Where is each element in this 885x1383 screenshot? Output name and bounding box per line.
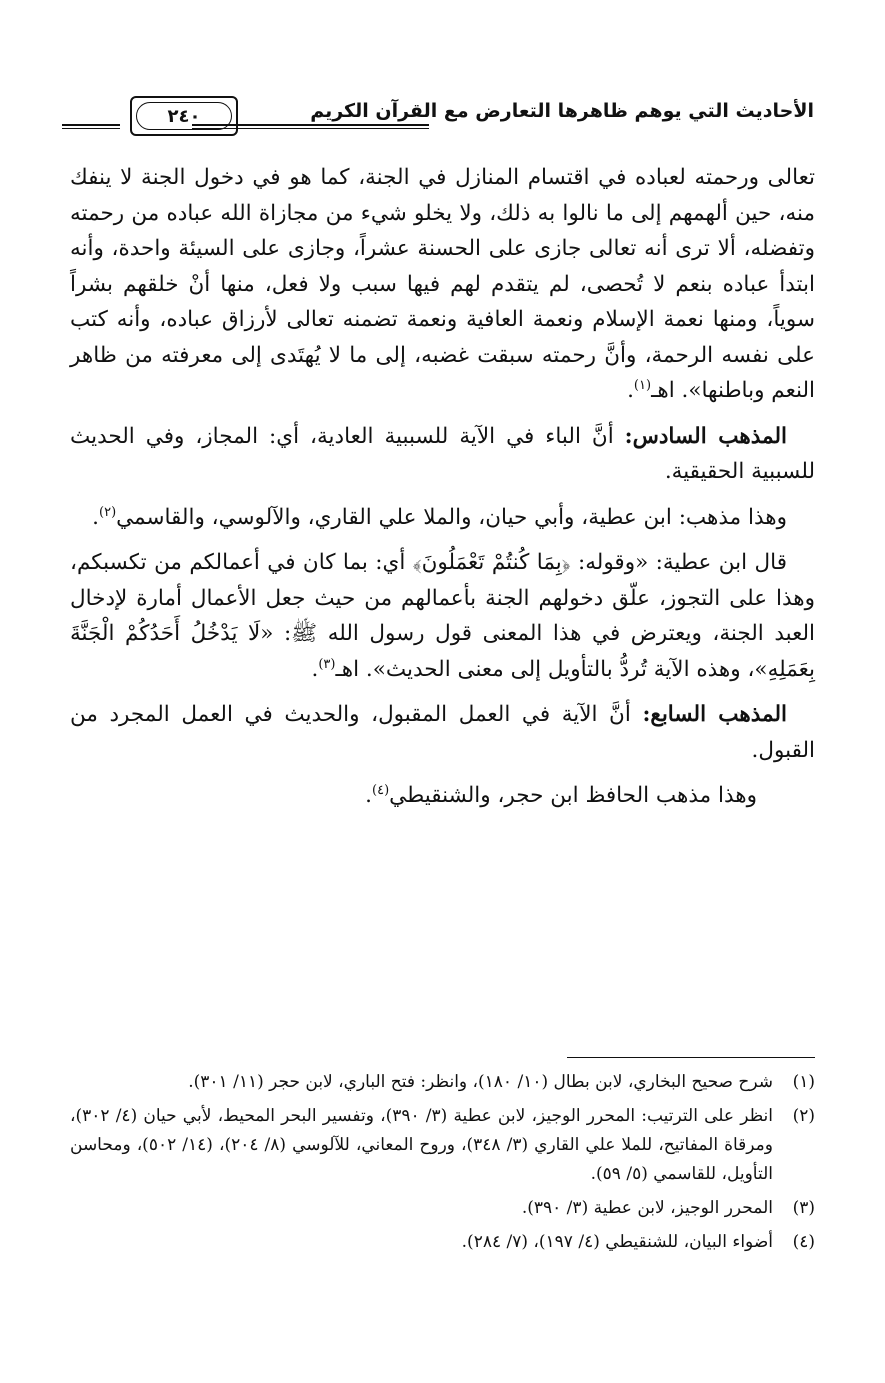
- page-number: ٢٤٠: [136, 102, 232, 130]
- footnote-item: [70, 1102, 815, 1189]
- footnote-item: [70, 1228, 815, 1257]
- footnote-item: [70, 1194, 815, 1223]
- footnote-number: (٤): [792, 1232, 815, 1252]
- footnotes: [70, 1068, 815, 1262]
- book-title: الأحاديث التي يوهم ظاهرها التعارض مع القرآن الكريم: [310, 100, 814, 122]
- footnote-item: [70, 1068, 815, 1097]
- footnote-number: (٣): [792, 1198, 815, 1218]
- footnote-ref[interactable]: (٤): [372, 782, 390, 798]
- section-heading: المذهب السادس:: [624, 423, 787, 449]
- paragraph-text: قال ابن عطية: «وقوله: ﴿بِمَا كُنتُمْ تَعْمَلُونَ﴾ أي: بما كان في أعمالكم من تكسبكم، وهذا على التجوز، علّق دخولهم الجنة بأعمالهم من حيث جعل الأعمال أمارة لإدخال العبد الجنة، ويعترض في هذا المعنى قول رسول الله ﷺ: «لَا يَدْخُلُ أَحَدُكُمْ الْجَنَّةَ بِعَمَلِهِ»، وهذه الآية تُردُّ بالتأويل إلى معنى الحديث». اهـ: [70, 550, 815, 682]
- paragraph-end: .: [311, 656, 319, 682]
- footnote-ref[interactable]: (١): [633, 377, 652, 393]
- footnote-text: انظر على الترتيب: المحرر الوجيز، لابن عطية (٣/ ٣٩٠)، وتفسير البحر المحيط، لأبي حيان (٤/ ٣٠٢)، ومرقاة المفاتيح، للملا علي القاري (٣/ ٣٤٨)، وروح المعاني، للآلوسي (٨/ ٢٠٤)، (١٤/ ٥٠٢)، ومحاسن التأويل، للقاسمي (٥/ ٥٩).: [70, 1106, 774, 1184]
- section-heading: المذهب السابع:: [642, 702, 787, 727]
- page-number-frame: [130, 96, 238, 136]
- paragraph-text: أنَّ الباء في الآية للسببية العادية، أي: المجاز، وفي الحديث للسببية الحقيقية.: [70, 423, 815, 484]
- footnote-number: (٢): [792, 1106, 815, 1126]
- paragraph-end: .: [627, 378, 634, 403]
- footnote-number: (١): [792, 1072, 815, 1092]
- paragraph: [70, 419, 815, 490]
- footnote-ref[interactable]: (٢): [99, 504, 117, 520]
- header-rule-left: [62, 124, 120, 129]
- paragraph: [70, 500, 815, 536]
- footnote-ref[interactable]: (٣): [318, 656, 336, 672]
- footnote-text: شرح صحيح البخاري، لابن بطال (١٠/ ١٨٠)، وانظر: فتح الباري، لابن حجر (١١/ ٣٠١).: [188, 1072, 773, 1092]
- paragraph: [70, 160, 815, 409]
- paragraph: [70, 545, 815, 687]
- footnote-separator: [567, 1057, 815, 1058]
- paragraph-text: وهذا مذهب الحافظ ابن حجر، والشنقيطي: [389, 783, 757, 808]
- paragraph-text: تعالى ورحمته لعباده في اقتسام المنازل في الجنة، كما هو في دخول الجنة لا ينفك منه، حين ألهمهم إلى ما نالوا به ذلك، ولا يخلو شيء من مجازاة الله عباده من رحمته وتفضله، ألا ترى أنه تعالى جازى على الحسنة عشراً، وجازى على السيئة واحدة، وأنه ابتدأ عباده بنعم لا تُحصى، لم يتقدم لهم فيها سبب ولا فعل، منها أنْ خلقهم بشراً سوياً، ومنها نعمة الإسلام ونعمة العافية ونعمة تضمنه تعالى لأرزاق عباده، وأنه كتب على نفسه الرحمة، وأنَّ رحمته سبقت غضبه، إلى ما لا يُهتَدى إلى معرفته من ظاهر النعم وباطنها». اهـ: [70, 165, 815, 403]
- footnote-text: المحرر الوجيز، لابن عطية (٣/ ٣٩٠).: [521, 1198, 773, 1218]
- footnote-text: أضواء البيان، للشنقيطي (٤/ ١٩٧)، (٧/ ٢٨٤).: [461, 1232, 773, 1252]
- main-text: [70, 160, 815, 824]
- paragraph-text: أنَّ الآية في العمل المقبول، والحديث في العمل المجرد من القبول.: [70, 702, 815, 763]
- paragraph-end: .: [365, 783, 373, 808]
- paragraph-end: .: [92, 504, 99, 530]
- paragraph: [70, 697, 815, 768]
- paragraph-text: وهذا مذهب: ابن عطية، وأبي حيان، والملا علي القاري، والآلوسي، والقاسمي: [116, 504, 787, 530]
- paragraph: [70, 778, 815, 814]
- running-header: [62, 96, 814, 140]
